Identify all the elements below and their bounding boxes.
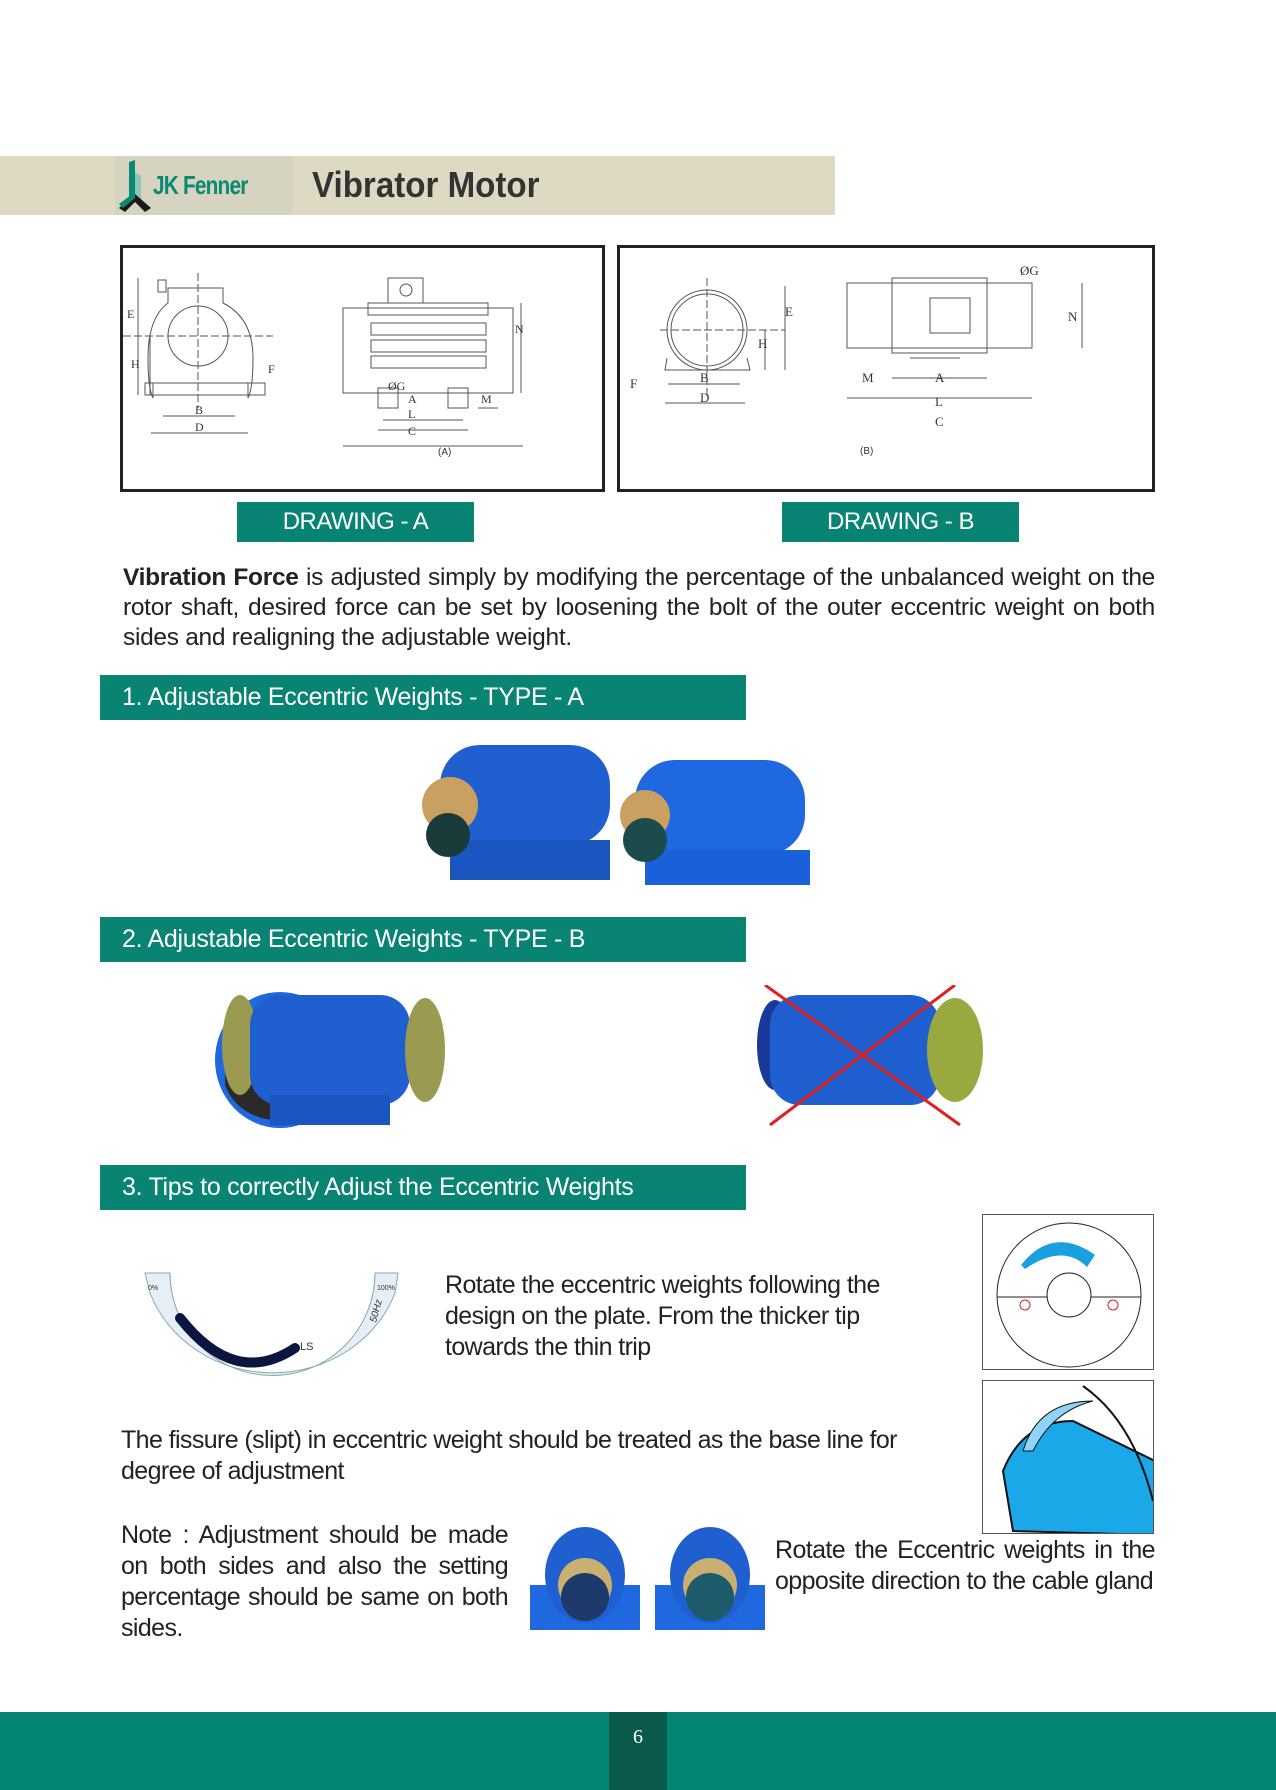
dim-f: F [268,362,275,376]
plate-label-hz: 50Hz [368,1298,385,1324]
intro-bold: Vibration Force [123,564,299,591]
section-tips: 3. Tips to correctly Adjust the Eccentric Weights [100,1165,746,1210]
opposite-direction-text: Rotate the Eccentric weights in the opposite direction to the cable gland [775,1536,1155,1595]
drawing-caption: (B) [860,446,874,457]
section-type-a: 1. Adjustable Eccentric Weights - TYPE - A [100,675,746,720]
drawing-b-label: DRAWING - B [782,502,1019,542]
plate-label-zero: 0% [148,1285,159,1292]
dim-e: E [127,307,135,321]
jk-fenner-logo [115,156,293,215]
drawing-caption: (A) [438,447,452,458]
dim-h: H [758,336,768,351]
rotate-following-design-text: Rotate the eccentric weights following the design on the plate. From the thicker tip towards the thin trip [445,1271,880,1361]
type-b-motor-photos [210,985,990,1135]
dim-h: H [131,357,140,371]
section-type-b: 2. Adjustable Eccentric Weights - TYPE - B [100,917,746,962]
dim-e: E [785,304,793,319]
intro-paragraph [123,563,1155,653]
dim-d: D [700,390,710,405]
dim-c: C [935,414,944,429]
dim-g: ØG [1020,263,1039,278]
note-text: Note : Adjustment should be made on both sides and also the setting percentage should be same on both sides. [121,1521,508,1642]
dim-b: B [195,403,204,417]
page-number: 6 [609,1712,667,1790]
plate-diagram-image [982,1214,1154,1370]
opposite-direction-motor-photos [530,1525,765,1630]
motor-photo [422,745,610,880]
dim-l: L [408,407,416,421]
dim-b: B [700,370,709,385]
type-a-motor-photos [420,735,820,890]
drawing-a [120,245,605,492]
dim-a: A [935,370,945,385]
dim-a: A [408,392,417,406]
drawing-a-label: DRAWING - A [237,502,474,542]
dim-n: N [515,322,524,336]
intro-text: is adjusted simply by modifying the percentage of the unbalanced weight on the rotor shaft, desired force can be set by loosening the bolt of the outer eccentric weight on both sides and realigning the adjustable weight. [123,564,1155,651]
dim-m: M [481,392,492,406]
motor-photo [620,760,810,885]
fissure-text: The fissure (slipt) in eccentric weight should be treated as the base line for degree of adjustment [121,1426,897,1485]
dim-l: L [935,394,943,409]
motor-photo [655,1527,765,1630]
dim-c: C [408,424,417,438]
adjustment-plate-image [140,1268,405,1403]
dim-n: N [1068,309,1078,324]
page-title: Vibrator Motor [312,164,540,205]
plate-label-hundred: 100% [377,1285,395,1292]
logo-text: JK Fenner [153,170,248,200]
dim-m: M [862,370,874,385]
motor-photo [530,1527,640,1630]
plate-label-ls: LS [300,1341,314,1353]
dim-f: F [630,376,638,391]
drawing-b [617,245,1155,492]
dim-d: D [195,420,204,434]
dim-g: ØG [388,379,406,393]
fissure-diagram-image [982,1380,1154,1534]
crossed-out-motor-photo [757,985,983,1125]
